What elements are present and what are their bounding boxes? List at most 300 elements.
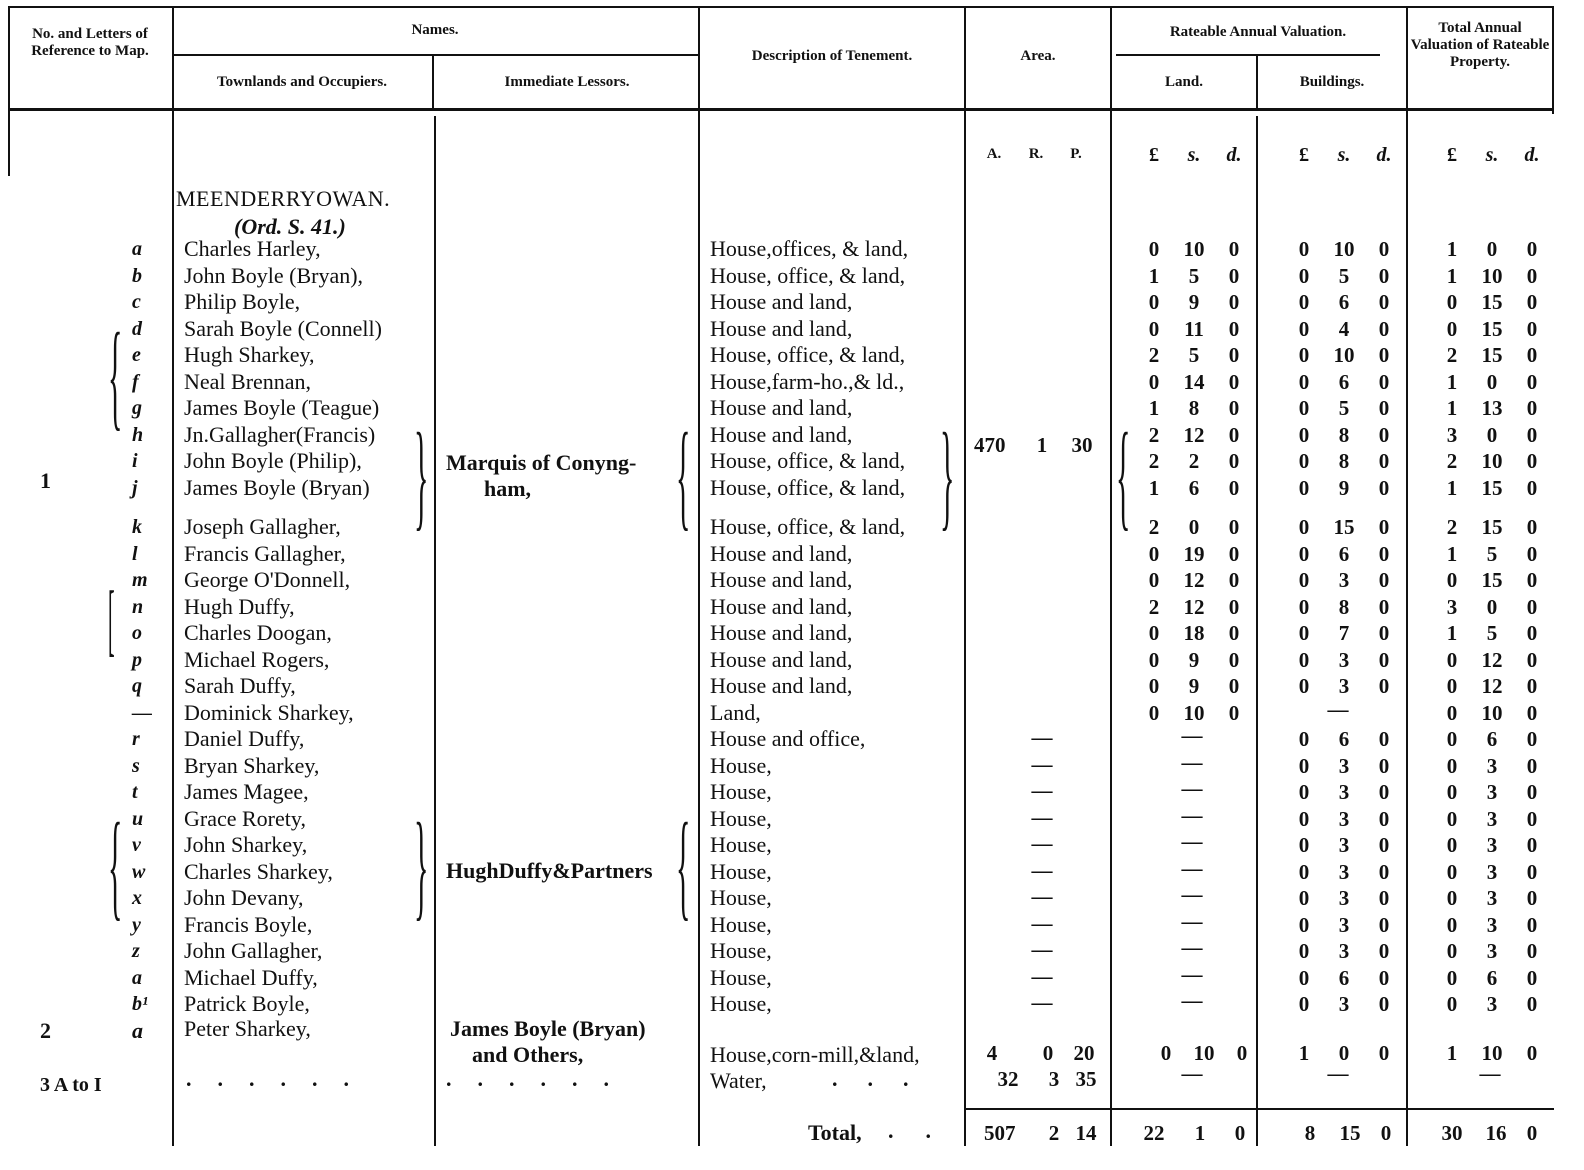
- occupier-name: James Boyle (Bryan): [184, 474, 370, 500]
- row-letter: i: [132, 450, 138, 472]
- unit-area-0: A.: [986, 146, 1002, 162]
- land-dash: —: [1181, 776, 1203, 800]
- total-value-0: 3: [1446, 594, 1458, 619]
- total-value-1: 5: [1486, 541, 1498, 566]
- row-letter: x: [132, 887, 142, 909]
- occupier-name: John Gallagher,: [184, 938, 323, 963]
- building-value-0: 0: [1298, 396, 1310, 420]
- land-value-0: 0: [1148, 316, 1160, 341]
- names-subrule: [172, 54, 698, 56]
- row-letter: —: [132, 701, 152, 724]
- building-value-2: 0: [1378, 343, 1390, 367]
- occupier-name: John Boyle (Bryan),: [184, 262, 364, 288]
- occupier-name: John Sharkey,: [184, 832, 308, 857]
- header-land: Land.: [1165, 74, 1203, 90]
- land-value-0: 2: [1148, 422, 1160, 447]
- row2-letter: a: [132, 1018, 143, 1043]
- building-value-0: 0: [1298, 290, 1310, 314]
- unit-money-2-2: d.: [1524, 144, 1540, 166]
- header-names: Names.: [411, 22, 459, 38]
- brace-ref-group1: {: [108, 308, 123, 441]
- total-value-0: 0: [1446, 700, 1458, 725]
- land-value-0: 0: [1148, 647, 1160, 672]
- building-value-0: 0: [1298, 992, 1310, 1016]
- building-value-0: 0: [1298, 833, 1310, 857]
- occupier-name: Sarah Boyle (Connell): [184, 315, 382, 341]
- tenement-desc: House,: [710, 752, 772, 778]
- occupier-name: Michael Duffy,: [184, 964, 318, 990]
- land-value-0: 1: [1148, 396, 1160, 420]
- total-value-0: 0: [1446, 674, 1458, 698]
- total-value-0: 1: [1446, 621, 1458, 645]
- lessor-james-boyle-line2: and Others,: [472, 1042, 584, 1067]
- land-value-2: 0: [1228, 674, 1240, 698]
- row-letter: o: [132, 622, 142, 644]
- total-value-1: 3: [1486, 833, 1498, 857]
- row2-tot-0: 1: [1446, 1041, 1458, 1065]
- building-value-1: 9: [1338, 475, 1350, 500]
- row3-dots-lessors: ......: [446, 1066, 635, 1091]
- land-value-1: 0: [1188, 515, 1200, 539]
- tenement-desc: House,: [710, 832, 772, 857]
- row2-area-2: 20: [1073, 1041, 1095, 1065]
- total-value-1: 5: [1486, 621, 1498, 645]
- row-letter: j: [132, 476, 138, 499]
- total-value-2: 0: [1526, 449, 1538, 473]
- group1-area-0: 470: [974, 433, 1006, 457]
- header-lessors: Immediate Lessors.: [504, 74, 630, 90]
- tenement-desc: House and land,: [710, 289, 853, 314]
- building-value-0: 0: [1298, 594, 1310, 619]
- row3-area-0: 32: [997, 1067, 1019, 1091]
- row-letter: u: [132, 807, 144, 830]
- land-value-1: 6: [1188, 475, 1200, 500]
- building-value-2: 0: [1378, 594, 1390, 619]
- land-dash: —: [1181, 802, 1203, 827]
- row-letter: t: [132, 781, 138, 803]
- building-value-0: 0: [1298, 343, 1310, 367]
- total-value-1: 3: [1486, 780, 1498, 804]
- row2-bld-2: 0: [1378, 1041, 1390, 1065]
- tenement-desc: House,: [710, 938, 772, 963]
- unit-money-1-0: £: [1299, 144, 1309, 166]
- building-value-2: 0: [1378, 939, 1390, 963]
- building-value-2: 0: [1378, 859, 1390, 884]
- building-value-1: 8: [1338, 594, 1350, 619]
- row2-desc: House,corn-mill,&land,: [710, 1042, 920, 1067]
- total-bld-0: 8: [1304, 1121, 1316, 1145]
- building-value-1: 8: [1338, 422, 1350, 447]
- building-value-1: 6: [1338, 290, 1350, 314]
- tenement-desc: House and land,: [710, 315, 853, 341]
- occupier-name: Philip Boyle,: [184, 289, 301, 314]
- tenement-desc: House,: [710, 991, 772, 1016]
- building-value-1: 3: [1338, 833, 1350, 857]
- occupier-name: Francis Boyle,: [184, 911, 313, 937]
- tenement-desc: House and land,: [710, 673, 853, 698]
- building-value-0: 0: [1298, 912, 1310, 937]
- brace-area-group1: }: [940, 408, 955, 541]
- row3-number: 3 A to I: [40, 1074, 102, 1096]
- building-value-1: 7: [1338, 621, 1350, 645]
- total-value-1: 15: [1481, 316, 1503, 341]
- row2-area-1: 0: [1042, 1041, 1054, 1065]
- row-letter: n: [132, 595, 144, 618]
- row2-tot-1: 10: [1481, 1041, 1503, 1065]
- total-value-1: 15: [1481, 290, 1503, 314]
- building-value-0: 0: [1298, 621, 1310, 645]
- building-value-1: 3: [1338, 674, 1350, 698]
- land-dash: —: [1181, 749, 1203, 774]
- unit-money-2-0: £: [1447, 144, 1457, 166]
- building-value-1: 3: [1338, 753, 1350, 778]
- building-value-2: 0: [1378, 780, 1390, 804]
- total-value-0: 0: [1446, 568, 1458, 592]
- land-dash: —: [1181, 723, 1203, 747]
- col-sep-total: [1406, 6, 1408, 1146]
- total-value-0: 1: [1446, 369, 1458, 394]
- land-value-1: 5: [1188, 343, 1200, 367]
- total-value-1: 3: [1486, 912, 1498, 937]
- occupier-name: Michael Rogers,: [184, 646, 330, 672]
- building-value-0: 0: [1298, 674, 1310, 698]
- occupier-name: James Boyle (Teague): [184, 395, 380, 420]
- land-value-2: 0: [1228, 475, 1240, 500]
- total-value-0: 2: [1446, 515, 1458, 539]
- row-letter: k: [132, 516, 142, 538]
- total-value-2: 0: [1526, 396, 1538, 420]
- total-value-0: 2: [1446, 449, 1458, 473]
- brace-ref-group3: {: [108, 798, 123, 931]
- total-value-0: 0: [1446, 647, 1458, 672]
- occupier-name: Hugh Sharkey,: [184, 342, 315, 367]
- total-value-0: 0: [1446, 727, 1458, 751]
- total-value-1: 15: [1481, 515, 1503, 539]
- land-value-1: 18: [1183, 621, 1205, 645]
- tenement-desc: House,farm-ho.,& ld.,: [710, 368, 905, 394]
- row2-land-0: 0: [1160, 1041, 1172, 1065]
- total-tot-0: 30: [1441, 1121, 1463, 1145]
- occupier-name: Bryan Sharkey,: [184, 752, 320, 778]
- land-value-2: 0: [1228, 396, 1240, 420]
- col-sep-names: [432, 56, 434, 108]
- building-value-0: 0: [1298, 780, 1310, 804]
- building-value-2: 0: [1378, 674, 1390, 698]
- area-dash: —: [1031, 990, 1053, 1014]
- total-value-0: 3: [1446, 422, 1458, 447]
- total-value-2: 0: [1526, 753, 1538, 778]
- area-dash: —: [1031, 831, 1053, 855]
- total-value-2: 0: [1526, 290, 1538, 314]
- tenement-desc: House, office, & land,: [710, 342, 906, 367]
- total-bld-1: 15: [1339, 1121, 1361, 1145]
- row2-land-1: 10: [1193, 1041, 1215, 1065]
- total-value-2: 0: [1526, 727, 1538, 751]
- land-dash: —: [1181, 882, 1203, 906]
- tenement-desc: House,: [710, 885, 772, 910]
- total-value-2: 0: [1526, 541, 1538, 566]
- building-value-0: 0: [1298, 727, 1310, 751]
- unit-money-0-0: £: [1149, 144, 1159, 166]
- total-value-0: 1: [1446, 541, 1458, 566]
- land-value-0: 0: [1148, 674, 1160, 698]
- total-bld-2: 0: [1380, 1121, 1392, 1145]
- building-value-2: 0: [1378, 237, 1390, 261]
- land-dash: —: [1181, 961, 1203, 986]
- col-sep-ref: [172, 6, 174, 1146]
- building-value-0: 0: [1298, 369, 1310, 394]
- tenement-desc: House,: [710, 779, 772, 804]
- building-value-0: 0: [1298, 263, 1310, 288]
- building-value-1: 3: [1338, 939, 1350, 963]
- brace-desc-group1: {: [676, 408, 691, 541]
- brace-lessor-group1: }: [414, 408, 429, 541]
- building-value-1: 3: [1338, 992, 1350, 1016]
- land-value-2: 0: [1228, 316, 1240, 341]
- occupier-name: James Magee,: [184, 779, 309, 804]
- left-rule: [8, 6, 10, 176]
- land-value-2: 0: [1228, 515, 1240, 539]
- building-value-1: 3: [1338, 912, 1350, 937]
- total-tot-2: 0: [1526, 1121, 1538, 1145]
- building-value-2: 0: [1378, 515, 1390, 539]
- land-value-1: 2: [1188, 449, 1200, 473]
- tenement-desc: House,: [710, 858, 772, 884]
- row2-tot-2: 0: [1526, 1041, 1538, 1065]
- brace-lessor-group2: }: [414, 798, 429, 931]
- unit-money-1-2: d.: [1376, 144, 1392, 166]
- land-value-2: 0: [1228, 700, 1240, 725]
- total-value-2: 0: [1526, 965, 1538, 990]
- total-label-dots: ..: [888, 1118, 963, 1143]
- area-dash: —: [1031, 751, 1053, 776]
- row-letter: a: [132, 238, 142, 260]
- land-value-0: 0: [1148, 369, 1160, 394]
- row3-desc-dots: ...: [832, 1066, 939, 1091]
- building-value-1: 3: [1338, 780, 1350, 804]
- building-value-1: 6: [1338, 965, 1350, 990]
- land-value-1: 19: [1183, 541, 1205, 566]
- building-value-0: 0: [1298, 422, 1310, 447]
- total-value-2: 0: [1526, 674, 1538, 698]
- building-value-2: 0: [1378, 568, 1390, 592]
- total-value-0: 1: [1446, 396, 1458, 420]
- total-value-1: 3: [1486, 992, 1498, 1016]
- total-value-2: 0: [1526, 939, 1538, 963]
- building-value-2: 0: [1378, 396, 1390, 420]
- occupier-name: Francis Gallagher,: [184, 540, 346, 566]
- tenement-desc: Land,: [710, 699, 761, 725]
- land-value-1: 11: [1184, 316, 1204, 341]
- row3-tot-dash: —: [1479, 1061, 1501, 1085]
- row-letter: c: [132, 291, 141, 313]
- building-value-0: 0: [1298, 568, 1310, 592]
- header-area: Area.: [1020, 48, 1056, 64]
- row-letter: f: [132, 370, 139, 393]
- total-value-1: 3: [1486, 859, 1498, 884]
- land-value-2: 0: [1228, 621, 1240, 645]
- land-value-2: 0: [1228, 449, 1240, 473]
- land-value-2: 0: [1228, 568, 1240, 592]
- land-value-1: 12: [1183, 568, 1205, 592]
- tenement-desc: House and land,: [710, 395, 853, 420]
- building-value-0: 0: [1298, 541, 1310, 566]
- building-value-2: 0: [1378, 541, 1390, 566]
- total-value-1: 3: [1486, 939, 1498, 963]
- total-value-0: 0: [1446, 965, 1458, 990]
- building-value-2: 0: [1378, 727, 1390, 751]
- building-value-1: 4: [1338, 316, 1350, 341]
- total-value-2: 0: [1526, 647, 1538, 672]
- total-value-1: 10: [1481, 700, 1503, 725]
- land-value-0: 0: [1148, 568, 1160, 592]
- land-value-1: 8: [1188, 396, 1200, 420]
- total-area-1: 2: [1048, 1121, 1060, 1145]
- group1-area-1: 1: [1036, 433, 1048, 457]
- building-value-1: 8: [1338, 449, 1350, 473]
- col-sep-desc: [698, 6, 700, 1146]
- total-value-1: 0: [1486, 422, 1498, 447]
- rateable-subrule: [1116, 54, 1380, 56]
- total-value-0: 1: [1446, 475, 1458, 500]
- tenement-desc: House and land,: [710, 421, 853, 447]
- land-value-0: 1: [1148, 475, 1160, 500]
- total-value-0: 1: [1446, 263, 1458, 288]
- row-letter: y: [132, 913, 141, 936]
- total-value-2: 0: [1526, 316, 1538, 341]
- total-land-2: 0: [1234, 1121, 1246, 1145]
- unit-area-1: R.: [1028, 146, 1044, 162]
- building-value-0: 0: [1298, 237, 1310, 261]
- header-ref: No. and Letters of Reference to Map.: [31, 26, 149, 59]
- area-dash: —: [1031, 725, 1053, 749]
- building-value-2: 0: [1378, 753, 1390, 778]
- occupier-name: Daniel Duffy,: [184, 726, 305, 751]
- group1-number: 1: [40, 468, 51, 493]
- occupier-name: Jn.Gallagher(Francis): [184, 421, 376, 447]
- row-letter: w: [132, 860, 146, 883]
- col-sep-land: [1110, 6, 1112, 1146]
- total-area-0: 507: [984, 1121, 1016, 1145]
- total-value-0: 0: [1446, 780, 1458, 804]
- unit-area-2: P.: [1070, 146, 1082, 162]
- occupier-name: Joseph Gallagher,: [184, 514, 341, 539]
- building-value-1: 10: [1333, 237, 1355, 261]
- land-value-0: 2: [1148, 343, 1160, 367]
- brace-ref-group2: [: [108, 576, 115, 664]
- total-value-0: 0: [1446, 806, 1458, 831]
- lessor-marquis-line1: Marquis of Conyng-: [446, 450, 637, 475]
- row-letter: g: [132, 397, 142, 419]
- occupier-name: John Devany,: [184, 885, 304, 910]
- building-value-0: 0: [1298, 449, 1310, 473]
- occupier-name: Dominick Sharkey,: [184, 699, 354, 725]
- building-value-0: 0: [1298, 886, 1310, 910]
- land-dash: —: [1181, 935, 1203, 959]
- building-value-2: 0: [1378, 965, 1390, 990]
- brace-desc-group2: {: [676, 798, 691, 931]
- building-value-0: 0: [1298, 965, 1310, 990]
- occupier-name: Patrick Boyle,: [184, 991, 310, 1016]
- row3-dots-names: ......: [186, 1066, 375, 1091]
- total-value-2: 0: [1526, 806, 1538, 831]
- row2-bld-0: 1: [1298, 1041, 1310, 1065]
- area-dash: —: [1031, 963, 1053, 988]
- area-dash: —: [1031, 937, 1053, 961]
- tenement-desc: House and land,: [710, 593, 853, 619]
- land-value-1: 10: [1183, 237, 1205, 261]
- row3-area-1: 3: [1048, 1067, 1060, 1091]
- total-value-1: 0: [1486, 369, 1498, 394]
- land-value-0: 2: [1148, 515, 1160, 539]
- land-value-0: 2: [1148, 594, 1160, 619]
- land-value-1: 12: [1183, 422, 1205, 447]
- building-value-1: 6: [1338, 369, 1350, 394]
- total-value-2: 0: [1526, 992, 1538, 1016]
- tenement-desc: House and land,: [710, 540, 853, 566]
- area-dash: —: [1031, 857, 1053, 882]
- land-dash: —: [1181, 908, 1203, 933]
- tenement-desc: House,: [710, 911, 772, 937]
- land-value-1: 5: [1188, 263, 1200, 288]
- right-rule: [1552, 6, 1554, 114]
- total-value-2: 0: [1526, 237, 1538, 261]
- row-letter: l: [132, 542, 138, 565]
- tenement-desc: House,: [710, 964, 772, 990]
- land-value-2: 0: [1228, 237, 1240, 261]
- area-dash: —: [1031, 910, 1053, 935]
- total-value-0: 0: [1446, 753, 1458, 778]
- land-value-1: 9: [1188, 290, 1200, 314]
- total-value-2: 0: [1526, 859, 1538, 884]
- brace-land-group1: {: [1116, 408, 1131, 541]
- building-value-1: 5: [1338, 263, 1350, 288]
- land-dash: —: [1181, 988, 1203, 1012]
- total-value-2: 0: [1526, 780, 1538, 804]
- land-value-2: 0: [1228, 369, 1240, 394]
- total-value-1: 12: [1481, 674, 1503, 698]
- land-value-0: 0: [1148, 621, 1160, 645]
- col-sep-bld-body: [1256, 116, 1258, 1146]
- row-letter: v: [132, 834, 141, 856]
- total-value-1: 3: [1486, 753, 1498, 778]
- lessor-james-boyle-line1: James Boyle (Bryan): [450, 1016, 646, 1041]
- land-value-0: 0: [1148, 237, 1160, 261]
- total-value-2: 0: [1526, 568, 1538, 592]
- total-value-1: 6: [1486, 965, 1498, 990]
- land-value-0: 2: [1148, 449, 1160, 473]
- total-value-1: 15: [1481, 343, 1503, 367]
- building-value-2: 0: [1378, 992, 1390, 1016]
- total-value-1: 3: [1486, 886, 1498, 910]
- building-value-2: 0: [1378, 886, 1390, 910]
- tenement-desc: House,offices, & land,: [710, 236, 909, 261]
- total-value-2: 0: [1526, 369, 1538, 394]
- tenement-desc: House and land,: [710, 567, 853, 592]
- land-value-0: 0: [1148, 541, 1160, 566]
- land-value-1: 10: [1183, 700, 1205, 725]
- building-value-2: 0: [1378, 449, 1390, 473]
- building-value-2: 0: [1378, 475, 1390, 500]
- total-label: Total,: [808, 1120, 862, 1145]
- total-value-2: 0: [1526, 621, 1538, 645]
- total-value-1: 15: [1481, 475, 1503, 500]
- building-value-0: 0: [1298, 859, 1310, 884]
- tenement-desc: House and office,: [710, 726, 866, 751]
- building-value-1: 3: [1338, 859, 1350, 884]
- ordnance-sheet: (Ord. S. 41.): [234, 214, 346, 239]
- unit-money-2-1: s.: [1485, 144, 1499, 166]
